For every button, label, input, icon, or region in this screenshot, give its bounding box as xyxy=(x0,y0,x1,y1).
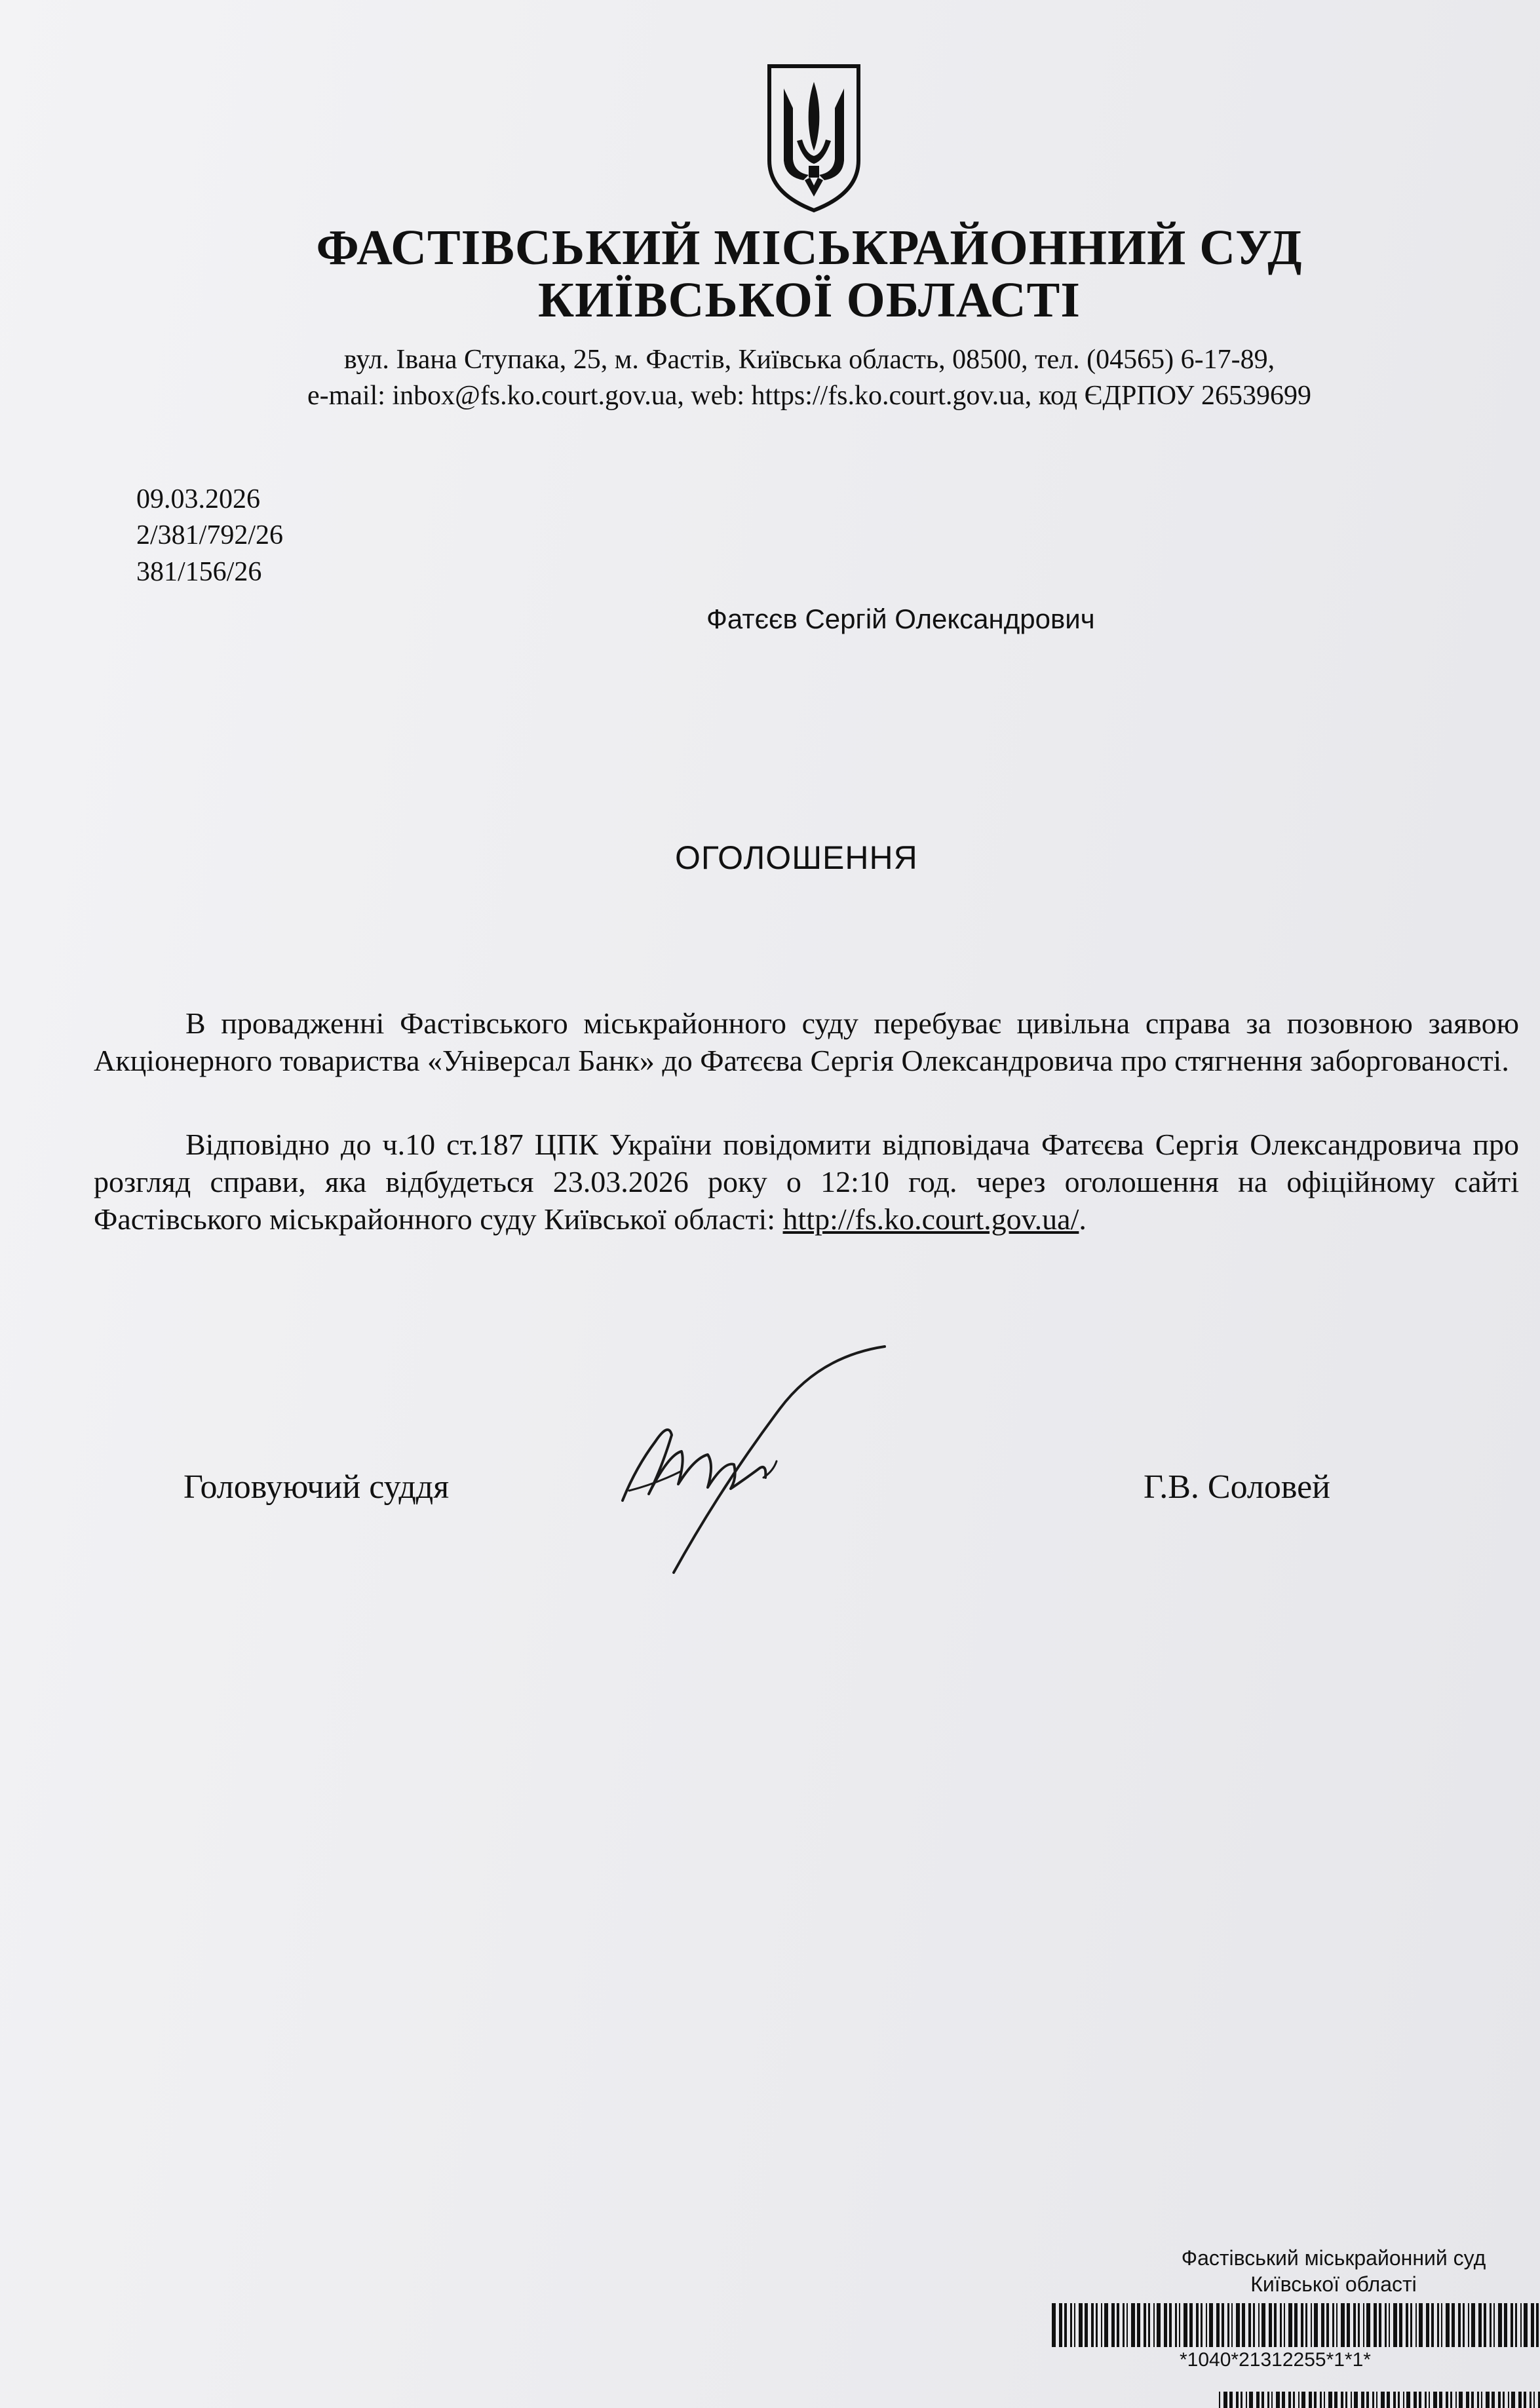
barcode-bar xyxy=(1450,2392,1452,2408)
barcode-bar xyxy=(1425,2392,1427,2408)
barcode-bar xyxy=(1052,2303,1056,2347)
barcode-bar xyxy=(1498,2303,1502,2347)
barcode-bar xyxy=(1332,2303,1334,2347)
barcode-bar xyxy=(1493,2303,1495,2347)
barcode-bar xyxy=(1372,2392,1374,2408)
barcode-bar xyxy=(1179,2303,1180,2347)
barcode-bar xyxy=(1345,2392,1347,2408)
barcode-bar xyxy=(1426,2303,1429,2347)
barcode-bar xyxy=(1398,2392,1400,2408)
barcode-bar xyxy=(1389,2303,1390,2347)
paragraph-2-end: . xyxy=(1079,1202,1087,1236)
paragraph-1-text: В провадженні Фастівського міськрайонного суду перебуває цивільна справа за позовною заявою Акціонерного товариства «Універсал Банк» до Фатєєва Сергія Олександровича про стягнення заборгованості. xyxy=(94,1006,1519,1077)
barcode-bar xyxy=(1258,2303,1260,2347)
barcode-bar xyxy=(1085,2303,1088,2347)
barcode-bar xyxy=(1437,2303,1439,2347)
barcode-bar xyxy=(1206,2303,1207,2347)
barcode-bar xyxy=(1403,2392,1404,2408)
barcode-bar xyxy=(1468,2303,1469,2347)
barcode-bar xyxy=(1227,2303,1229,2347)
barcode-bar xyxy=(1498,2392,1501,2408)
barcode-bar xyxy=(1478,2303,1482,2347)
barcode-bar xyxy=(1410,2303,1412,2347)
barcode-bar xyxy=(1246,2392,1247,2408)
paragraph-2 xyxy=(94,1126,1519,1238)
barcode-bar xyxy=(1284,2303,1285,2347)
barcode-bar xyxy=(1376,2392,1377,2408)
barcode-bar xyxy=(1508,2392,1509,2408)
barcode-bar xyxy=(1387,2392,1390,2408)
barcode-bar xyxy=(1433,2392,1437,2408)
barcode-bar xyxy=(1196,2303,1199,2347)
barcode-bar xyxy=(1429,2392,1430,2408)
outgoing-number: 2/381/792/26 xyxy=(136,520,284,550)
barcode-bar xyxy=(1381,2392,1385,2408)
barcode-bar xyxy=(1137,2303,1140,2347)
barcode-bar xyxy=(1441,2303,1442,2347)
handwritten-signature xyxy=(609,1337,891,1586)
barcode-bar xyxy=(1309,2392,1312,2408)
barcode-bar xyxy=(1334,2392,1338,2408)
barcode-bar xyxy=(1242,2303,1245,2347)
barcode-bar xyxy=(1282,2392,1285,2408)
barcode-bar xyxy=(1466,2392,1469,2408)
barcode-bar xyxy=(1406,2303,1408,2347)
barcode-bar xyxy=(1385,2303,1387,2347)
court-website-link[interactable]: http://fs.ko.court.gov.ua/ xyxy=(782,1202,1079,1236)
barcode-bar xyxy=(1399,2303,1402,2347)
barcode-bar xyxy=(1248,2303,1251,2347)
barcode-bar xyxy=(1201,2303,1203,2347)
body-paragraph-1 xyxy=(94,1004,1519,1079)
barcode-bar xyxy=(1261,2392,1264,2408)
recipient-name: Фатєєв Сергій Олександрович xyxy=(706,603,1095,634)
barcode-bar xyxy=(1256,2392,1260,2408)
barcode-bar xyxy=(1236,2392,1239,2408)
barcode-bar xyxy=(1104,2303,1108,2347)
barcode-bar xyxy=(1351,2392,1352,2408)
barcode-bar xyxy=(1101,2303,1102,2347)
barcode-bar xyxy=(1358,2303,1360,2347)
barcode-bar xyxy=(1341,2303,1345,2347)
stamp-court-line1: Фастівський міськрайонний суд xyxy=(1181,2246,1486,2270)
barcode-bar xyxy=(1280,2303,1282,2347)
barcode-bar xyxy=(1484,2303,1486,2347)
barcode-bar xyxy=(1169,2303,1172,2347)
coat-of-arms-icon xyxy=(765,62,862,214)
barcode-bar xyxy=(1064,2303,1067,2347)
barcode-bar xyxy=(1515,2303,1517,2347)
barcode-bar xyxy=(1096,2303,1098,2347)
barcode-bar xyxy=(1271,2392,1273,2408)
barcode-bar xyxy=(1366,2303,1370,2347)
barcode-bar xyxy=(1123,2303,1125,2347)
barcode-bar xyxy=(1452,2303,1455,2347)
barcode-bar xyxy=(1326,2303,1329,2347)
barcode-bar xyxy=(1301,2392,1305,2408)
barcode-bar xyxy=(1216,2303,1220,2347)
registration-date: 09.03.2026 xyxy=(136,484,260,514)
barcode-bar xyxy=(1486,2392,1490,2408)
barcode-bar xyxy=(1314,2303,1318,2347)
barcode-bar xyxy=(1524,2303,1528,2347)
barcode-bar xyxy=(1321,2303,1324,2347)
barcode-bar xyxy=(1153,2303,1155,2347)
barcode-bar xyxy=(1511,2392,1515,2408)
barcode-bar xyxy=(1459,2392,1463,2408)
barcode-bar xyxy=(1219,2392,1220,2408)
barcode-bar xyxy=(1111,2303,1115,2347)
barcode-bar xyxy=(1415,2303,1417,2347)
barcode-bar xyxy=(1070,2303,1072,2347)
barcode-bar xyxy=(1490,2303,1492,2347)
barcode-bar xyxy=(1520,2303,1522,2347)
barcode-bar xyxy=(1341,2392,1343,2408)
barcode-bar xyxy=(1274,2303,1277,2347)
barcode-bar xyxy=(1471,2392,1474,2408)
barcode-bar xyxy=(1249,2392,1253,2408)
barcode-bar xyxy=(1431,2303,1434,2347)
barcode-bar xyxy=(1363,2303,1364,2347)
barcode-bar xyxy=(1236,2303,1240,2347)
barcode-bar xyxy=(1117,2303,1119,2347)
barcode-number: *1040*21312255*1*1* xyxy=(1180,2349,1371,2371)
barcode-bar xyxy=(1366,2392,1369,2408)
barcode-bar xyxy=(1320,2392,1322,2408)
barcode-bar xyxy=(1536,2303,1539,2347)
court-contact-line2: e-mail: inbox@fs.ko.court.gov.ua, web: https://fs.ko.court.gov.ua, код ЄДРПОУ 26539699 xyxy=(307,381,1311,411)
barcode-bar xyxy=(1446,2392,1448,2408)
barcode-bar xyxy=(1164,2303,1167,2347)
barcode-bar xyxy=(1361,2392,1364,2408)
barcode-bar xyxy=(1524,2392,1526,2408)
barcode-bar xyxy=(1406,2392,1410,2408)
barcode-bar xyxy=(1311,2303,1312,2347)
paragraph-2-text: Відповідно до ч.10 ст.187 ЦПК України повідомити відповідача Фатєєва Сергія Олександровича про розгляд справи, яка відбудеться 23.03.2026 року о 12:10 год. через оголошення на офіційному сайті Фастівського міськрайонного суду Київської області: xyxy=(94,1128,1519,1236)
case-number: 381/156/26 xyxy=(136,557,262,587)
barcode-bar xyxy=(1184,2303,1187,2347)
barcode-bar xyxy=(1223,2392,1227,2408)
barcode-bar xyxy=(1393,2392,1396,2408)
barcode-bar xyxy=(1531,2303,1534,2347)
barcode-icon xyxy=(1052,2303,1540,2347)
barcode-bar xyxy=(1293,2392,1295,2408)
second-barcode-icon xyxy=(1219,2392,1540,2408)
barcode-bar xyxy=(1301,2303,1303,2347)
barcode-bar xyxy=(1419,2303,1423,2347)
barcode-bar xyxy=(1511,2303,1513,2347)
barcode-bar xyxy=(1261,2303,1265,2347)
barcode-bar xyxy=(1374,2303,1377,2347)
barcode-bar xyxy=(1354,2392,1358,2408)
barcode-bar xyxy=(1091,2303,1094,2347)
barcode-bar xyxy=(1414,2392,1417,2408)
barcode-bar xyxy=(1419,2392,1421,2408)
barcode-bar xyxy=(1288,2303,1292,2347)
barcode-bar xyxy=(1492,2392,1495,2408)
barcode-bar xyxy=(1144,2303,1146,2347)
barcode-bar xyxy=(1288,2392,1291,2408)
signer-role: Головуючий суддя xyxy=(183,1468,450,1506)
barcode-bar xyxy=(1324,2392,1325,2408)
barcode-bar xyxy=(1458,2303,1461,2347)
court-contact-line1: вул. Івана Ступака, 25, м. Фастів, Київська область, 08500, тел. (04565) 6-17-89, xyxy=(343,345,1275,375)
signer-name: Г.В. Соловей xyxy=(1144,1468,1330,1506)
barcode-bar xyxy=(1336,2303,1338,2347)
barcode-bar xyxy=(1446,2303,1450,2347)
barcode-bar xyxy=(1209,2303,1213,2347)
barcode-bar xyxy=(1241,2392,1242,2408)
barcode-bar xyxy=(1253,2303,1255,2347)
barcode-bar xyxy=(1477,2392,1479,2408)
barcode-bar xyxy=(1379,2303,1381,2347)
court-name-line2: КИЇВСЬКОЇ ОБЛАСТІ xyxy=(538,273,1081,328)
barcode-bar xyxy=(1353,2303,1356,2347)
barcode-bar xyxy=(1518,2392,1522,2408)
barcode-bar xyxy=(1530,2392,1531,2408)
barcode-bar xyxy=(1175,2303,1177,2347)
barcode-bar xyxy=(1439,2392,1442,2408)
barcode-bar xyxy=(1157,2303,1161,2347)
document-title: ОГОЛОШЕННЯ xyxy=(675,839,918,876)
barcode-bar xyxy=(1189,2303,1193,2347)
barcode-bar xyxy=(1503,2392,1505,2408)
barcode-bar xyxy=(1347,2303,1350,2347)
barcode-bar xyxy=(1148,2303,1150,2347)
body-paragraph-2 xyxy=(94,1126,1519,1238)
barcode-bar xyxy=(1455,2392,1457,2408)
barcode-bar xyxy=(1294,2303,1298,2347)
barcode-bar xyxy=(1471,2303,1475,2347)
barcode-bar xyxy=(1267,2392,1269,2408)
barcode-bar xyxy=(1276,2392,1280,2408)
barcode-bar xyxy=(1481,2392,1482,2408)
barcode-bar xyxy=(1298,2392,1299,2408)
barcode-bar xyxy=(1229,2392,1233,2408)
barcode-bar xyxy=(1463,2303,1465,2347)
barcode-bar xyxy=(1305,2303,1307,2347)
stamp-court-line2: Київської області xyxy=(1250,2272,1417,2296)
barcode-bar xyxy=(1314,2392,1317,2408)
barcode-bar xyxy=(1504,2303,1507,2347)
court-name-line1: ФАСТІВСЬКИЙ МІСЬКРАЙОННИЙ СУД xyxy=(316,220,1303,275)
barcode-bar xyxy=(1059,2303,1062,2347)
barcode-bar xyxy=(1222,2303,1224,2347)
barcode-bar xyxy=(1126,2303,1128,2347)
barcode-bar xyxy=(1079,2303,1083,2347)
barcode-bar xyxy=(1074,2303,1075,2347)
barcode-bar xyxy=(1231,2303,1233,2347)
barcode-bar xyxy=(1393,2303,1397,2347)
barcode-bar xyxy=(1328,2392,1332,2408)
barcode-bar xyxy=(1533,2392,1535,2408)
barcode-bar xyxy=(1131,2303,1135,2347)
barcode-bar xyxy=(1269,2303,1272,2347)
